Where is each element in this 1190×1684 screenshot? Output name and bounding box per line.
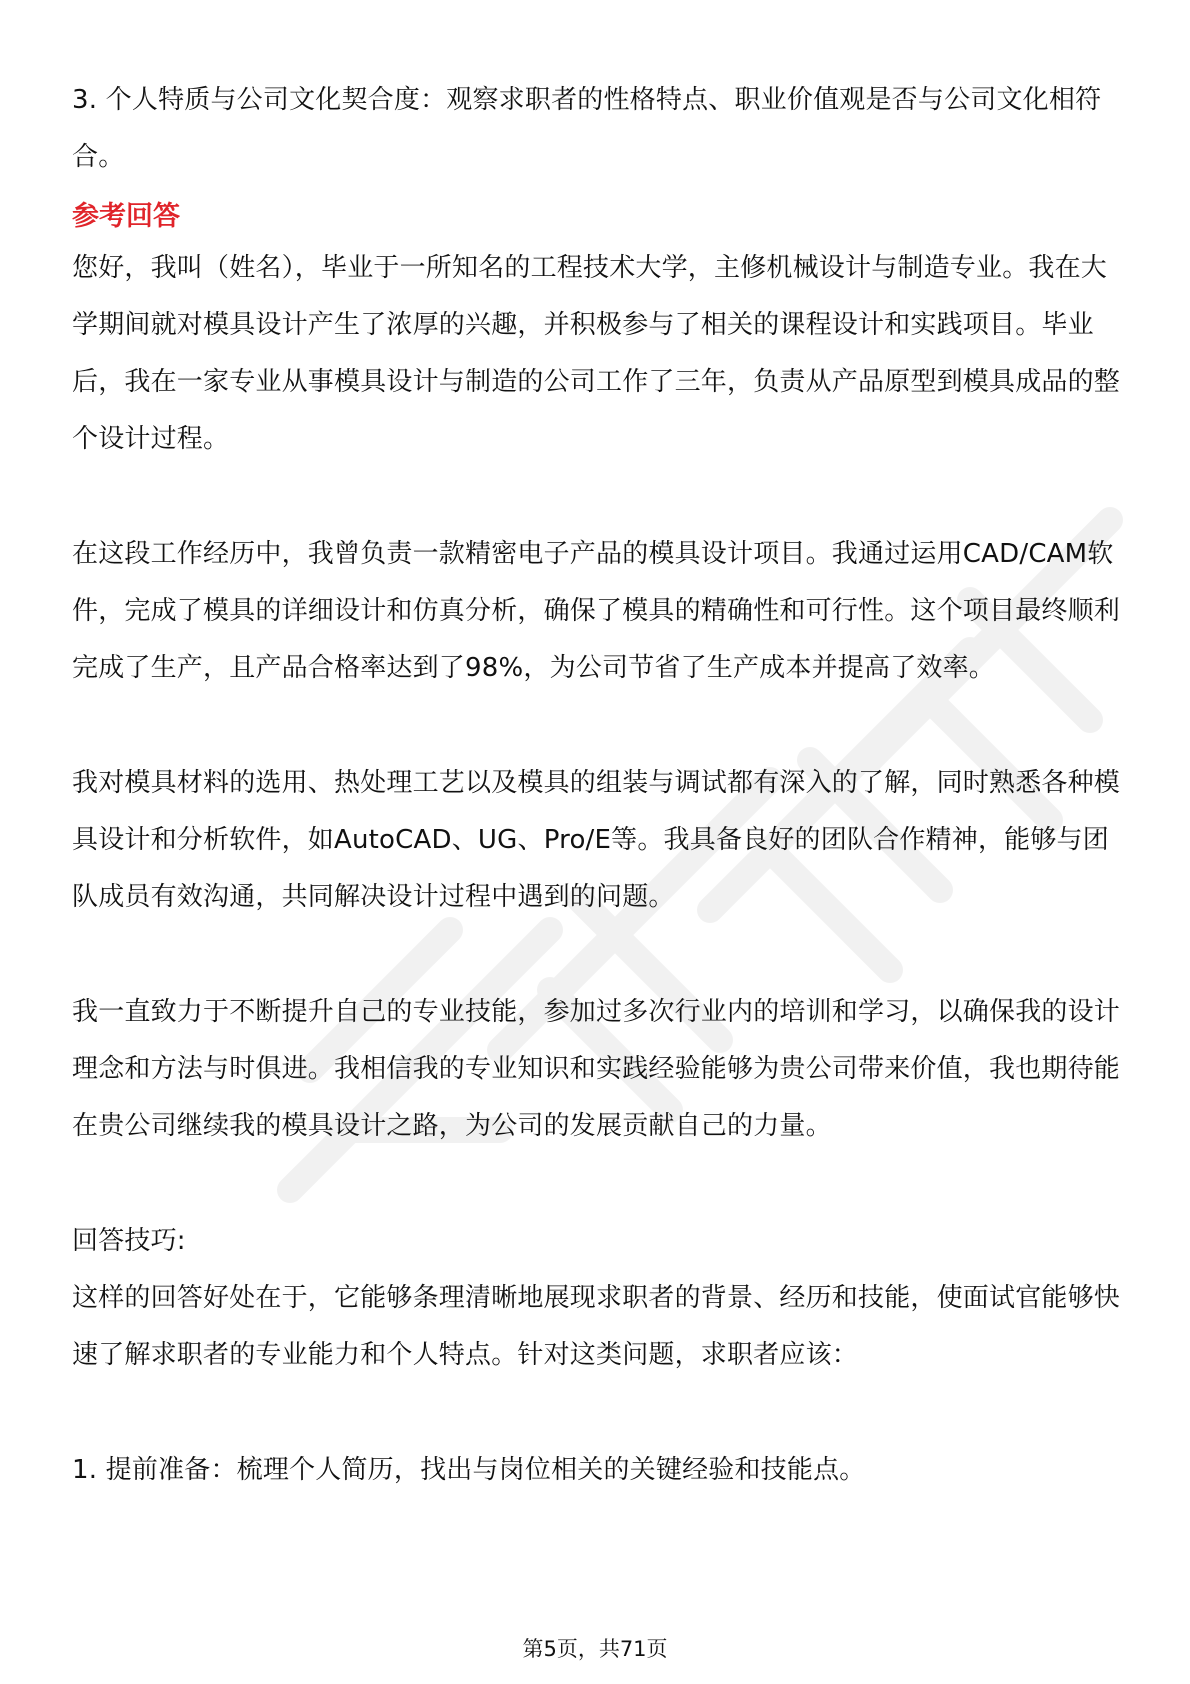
tips-intro: 这样的回答好处在于，它能够条理清晰地展现求职者的背景、经历和技能，使面试官能够快速了解求职者的专业能力和个人特点。针对这类问题，求职者应该： [72, 1283, 1121, 1370]
paragraph-gap [72, 468, 1122, 526]
tips-item-1: 1. 提前准备：梳理个人简历，找出与岗位相关的关键经验和技能点。 [72, 1455, 866, 1485]
page-number: 第5页，共71页 [522, 1637, 668, 1661]
tips-heading: 回答技巧: [72, 1226, 186, 1256]
intro-item: 3. 个人特质与公司文化契合度：观察求职者的性格特点、职业价值观是否与公司文化相符合。 [72, 85, 1102, 172]
answer-paragraph-2: 在这段工作经历中，我曾负责一款精密电子产品的模具设计项目。我通过运用CAD/CAM软件，完成了模具的详细设计和仿真分析，确保了模具的精确性和可行性。这个项目最终顺利完成了生产，且产品合格率达到了98%，为公司节省了生产成本并提高了效率。 [72, 539, 1121, 683]
answer-heading: 参考回答 [72, 201, 180, 232]
answer-paragraph-1: 您好，我叫（姓名），毕业于一所知名的工程技术大学，主修机械设计与制造专业。我在大学期间就对模具设计产生了浓厚的兴趣，并积极参与了相关的课程设计和实践项目。毕业后，我在一家专业从事模具设计与制造的公司工作了三年，负责从产品原型到模具成品的整个设计过程。 [72, 253, 1121, 454]
document-body [72, 72, 1122, 1499]
paragraph-gap [72, 1384, 1122, 1442]
answer-paragraph-3: 我对模具材料的选用、热处理工艺以及模具的组装与调试都有深入的了解，同时熟悉各种模具设计和分析软件，如AutoCAD、UG、Pro/E等。我具备良好的团队合作精神，能够与团队成员有效沟通，共同解决设计过程中遇到的问题。 [72, 768, 1121, 912]
paragraph-gap [72, 926, 1122, 984]
answer-paragraph-4: 我一直致力于不断提升自己的专业技能，参加过多次行业内的培训和学习，以确保我的设计理念和方法与时俱进。我相信我的专业知识和实践经验能够为贵公司带来价值，我也期待能在贵公司继续我的模具设计之路，为公司的发展贡献自己的力量。 [72, 997, 1121, 1141]
paragraph-gap [72, 697, 1122, 755]
paragraph-gap [72, 1155, 1122, 1213]
